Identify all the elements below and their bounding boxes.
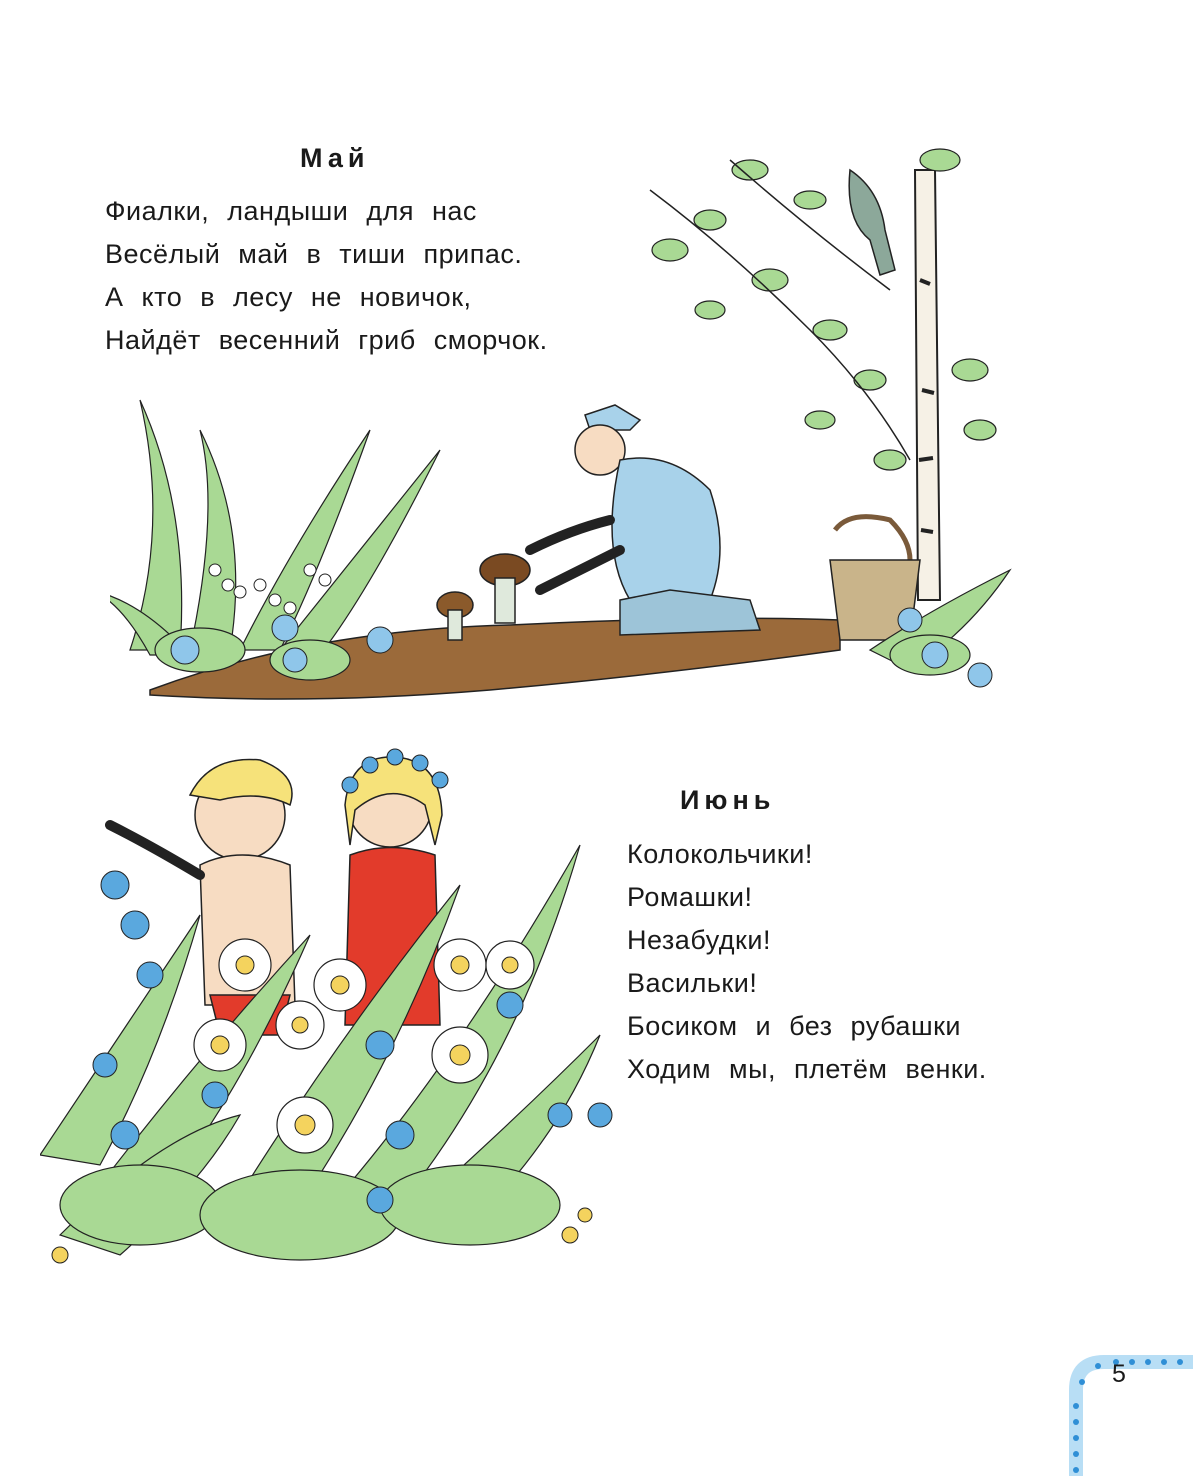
may-title: Май — [300, 143, 370, 173]
poem-line: Ходим мы, плетём венки. — [627, 1054, 987, 1084]
poem-line: А кто в лесу не новичок, — [105, 282, 472, 312]
poem-line: Васильки! — [627, 968, 758, 998]
may-poem — [105, 190, 548, 362]
poem-line: Весёлый май в тиши припас. — [105, 239, 523, 269]
poem-line: Колокольчики! — [627, 839, 813, 869]
june-illustration — [40, 735, 640, 1295]
page-corner-decoration — [1062, 1350, 1193, 1476]
poem-line: Найдёт весенний гриб сморчок. — [105, 325, 548, 355]
poem-line: Ромашки! — [627, 882, 753, 912]
poem-line: Фиалки, ландыши для нас — [105, 196, 477, 226]
june-poem — [627, 833, 987, 1091]
poem-line: Босиком и без рубашки — [627, 1011, 961, 1041]
page-number: 5 — [1112, 1360, 1126, 1388]
june-title: Июнь — [680, 785, 776, 815]
poem-line: Незабудки! — [627, 925, 771, 955]
